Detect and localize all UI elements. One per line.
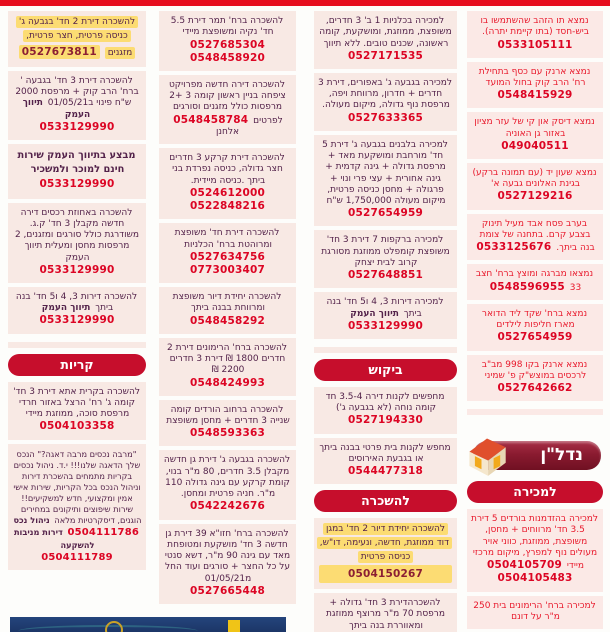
ad-text: תיווך העמק xyxy=(41,303,91,314)
classified-ad[interactable] xyxy=(8,144,146,199)
classified-ad[interactable] xyxy=(8,382,146,440)
phone-number: 0527665448 xyxy=(189,584,266,597)
phone-number: 0504103358 xyxy=(39,420,115,433)
classified-ad[interactable] xyxy=(314,518,457,589)
column-rent-middle xyxy=(159,11,296,604)
ad-text: להשכרה ברחוב הורדים קומה שנייה 3 חדרים + מחסן משופצת xyxy=(166,404,290,426)
phone-number: 0527129216 xyxy=(497,190,573,203)
phone-number: 0533105111 xyxy=(497,38,573,51)
phone-number: 0533129990 xyxy=(39,314,115,327)
ad-text: נמצאו מברגה ומוצץ ברח' חצב 33 xyxy=(475,269,594,293)
classified-ad[interactable] xyxy=(467,62,603,109)
ad-text: להשכרה יחידת דיור משופצת ומרווחת בבנה ביתך xyxy=(172,292,282,314)
ad-text: להשכרה דירות 3, 4 ו5 חד' בנה ביתך xyxy=(15,291,138,314)
ad-text: למכירה ברח' הרימונים בית 250 מ"ר על דונם xyxy=(473,600,596,622)
column-sale-demand xyxy=(314,11,457,632)
ad-text: למכירה בגבעה ג' באפורים, דירת 3 חדרים + חדרון, מרווחת ויפה, מרפסת נוף גדולה, מיקום מעולה. xyxy=(318,77,452,111)
phone-number: 0527654959 xyxy=(497,331,573,344)
ad-text: להשכרה דירת קרקע 3 חדרים חצר גדולה, כניסה נפרדת בני ביתך .כניסה מיידית. xyxy=(169,153,285,186)
ad-box-edge xyxy=(8,342,146,348)
section-header-kiryot: קריות xyxy=(8,354,146,376)
classified-ad[interactable] xyxy=(159,223,296,283)
phone-number: 0504105709 xyxy=(486,559,563,572)
ad-text: נמצא דיסק און קי של עזר מציון באזור גן האוניה xyxy=(474,117,595,139)
phone-number: 0548593363 xyxy=(189,427,266,440)
phone-number: 0527648851 xyxy=(347,269,424,282)
classified-ad[interactable] xyxy=(467,163,603,210)
classified-ad[interactable] xyxy=(314,593,457,632)
classified-ad[interactable] xyxy=(159,148,296,219)
phone-number: 0548458920 xyxy=(189,51,266,64)
phone-number: 0533129990 xyxy=(347,319,424,332)
phone-number: 0527642662 xyxy=(497,382,573,394)
classified-ad[interactable] xyxy=(8,287,146,334)
ad-text: להשכרה דירה חדשה מפרויקט ציפחה בניין ראשון קומה 3 +2 מרפסות כולל מזגנים וסורגים לפרטים xyxy=(168,79,286,126)
ad-text: להשכרה דירת 3 חד' בגבעה ' ברח' הרב קוק + מרפסת 2000 ש"ח פינוי ב01/05/21 xyxy=(15,75,139,109)
nadlan-section-banner xyxy=(467,435,603,475)
ad-box-edge xyxy=(314,347,457,353)
classified-ad[interactable] xyxy=(159,400,296,447)
classified-ad[interactable] xyxy=(8,71,146,140)
phone-number: 0533129990 xyxy=(39,178,115,191)
ad-text: למכירה בכלניות 1 ב' 3 חדרים, משופצת, ממוזגת, ומושקעת, קומה ראשונה, שכנים טובים. ללא תיווך xyxy=(319,16,452,49)
classified-ad[interactable] xyxy=(159,11,296,71)
classified-ad[interactable] xyxy=(159,75,296,144)
phone-number: 0533125676 xyxy=(476,241,552,254)
ad-text: נמצא תו הזהב שהשתמשו בו ביש-חסד (בתו קיימת יתרה). xyxy=(480,16,589,38)
ad-text: למכירה בהזדמנות בורדים 5 דירת 3.5 חד' מרווחים + מחסן, משופצת, ממוזגת, כווני אויר מעולים נוף למפרץ, מיקום מרכזי מיידי xyxy=(471,514,598,572)
spacer xyxy=(467,419,603,431)
ad-text: תיווך העמק xyxy=(22,98,91,120)
ad-text: מחפשים לקנות דירה 3.5-4 חד קומה נוחה (לא בגבעה ג') xyxy=(325,391,445,414)
ad-text: למכירה בלבנים בגבעה ג' דירת 5 חד' מורחבת ומושקעת מאד + מרפסת גדולה + גינה קדמית + גינה אחורית + עצי פרי ונוי + פרגולה + מחסן כניסה פרטית, מיקום מעולה 1,750,000 ש"ח xyxy=(322,139,448,206)
ad-text: להשכרה דירת חד' משופצת ומרוהטת ברח' הכלניות xyxy=(174,228,280,250)
phone-number: 0548424993 xyxy=(189,376,266,389)
banner-title: נדל"ן xyxy=(540,445,583,466)
ad-box-edge xyxy=(467,409,603,415)
ad-text: "מרבה נכסים מרבה דאגה?" הנכס שלך הדאגה שלנו!!! י.ד. ניהול נכסים בקריות מתמחים בהשכרת דירות וניהול הנכס בכל הקריות, שירות אישי אמין ומקצועי, חדש למשקיעים!! שירות שיפוצים ותיקונים במחירים הוגנים, דיסקרטיות מלאה xyxy=(13,448,142,525)
column-rent-left xyxy=(8,11,146,570)
classified-ad[interactable] xyxy=(159,450,296,519)
phone-number: 0548415929 xyxy=(497,89,573,102)
classified-ad[interactable] xyxy=(467,112,603,159)
ad-text: תיווך העמק xyxy=(350,308,399,319)
classified-ad[interactable] xyxy=(159,524,296,604)
ad-text: להשכרה דירת 2 חד' בגבעה ג' כניסה פרטית, חצר פרטית, מזגנים xyxy=(16,16,138,59)
ad-text: דירות מניבות להשקעה xyxy=(13,527,95,550)
phone-number: 0527634756 xyxy=(189,250,266,263)
phone-number: 0548458292 xyxy=(189,314,266,327)
classified-ad[interactable] xyxy=(8,11,146,67)
ad-text: ניהול נכס xyxy=(13,514,50,525)
section-header-lemechira: למכירה xyxy=(467,481,603,503)
ad-text: להשכרה בקרית אתא דירת 3 חד' קומה ג' רח' הרצל באזור חרדי מרפסת סוכה, ממוזגת מיידי xyxy=(13,386,140,420)
phone-number: 0773003407 xyxy=(189,264,266,276)
phone-number: 0533129990 xyxy=(39,120,115,133)
phone-number: 0527194330 xyxy=(347,414,424,427)
ad-text: בערב פסח אבד מעיל תינוק בצבע קרם. בתחנה של צומת בנה ביתך. xyxy=(479,218,595,254)
classified-ad[interactable] xyxy=(8,444,146,571)
ad-text: להשכרהדירת 3 חד' גדולה + מרפסת 70 מ"ר מרוצף ממוזגת ומאווררת בנה ביתך xyxy=(326,598,445,631)
classified-ad[interactable] xyxy=(314,73,457,131)
classified-ad[interactable] xyxy=(467,355,603,402)
phone-number: 0524612000 xyxy=(189,186,266,199)
ad-text: להשכרה ברח' הרימונים דירת 2 חדרים 1800 ₪ דירת 3 חדרים 2200 ₪ xyxy=(167,342,287,376)
classified-ad[interactable] xyxy=(314,135,457,227)
ad-text: להשכרה ברח' תמר דירת 5.5 חד' נקיה ומשופצת מיידי xyxy=(170,16,284,38)
ad-text: נמצא ארנק עם כסף בתחילת רח' הרב קוק בחול המועד xyxy=(478,66,591,88)
ad-text: מחפש לקנות בית פרטי בבנה ביתך או בגבעת האירוסים xyxy=(319,442,451,464)
phone-number: 0527171535 xyxy=(347,49,424,62)
ad-text: למכירה ברקפות 7 דירת 3 חד' משופצת קומפלט ממוזגת מסורגת קרוב לבית יצחק xyxy=(321,235,450,268)
phone-number: 0504111789 xyxy=(41,551,113,563)
classified-ad[interactable] xyxy=(467,304,603,351)
banner-decoration-square xyxy=(228,620,240,632)
phone-number: 0504111786 xyxy=(67,527,140,538)
phone-number: 0504150267 xyxy=(319,565,452,583)
classified-ad[interactable] xyxy=(159,338,296,396)
ad-text: מבצע בתיווך העמק שירות חינם למוכר ולמשכיר xyxy=(17,149,136,176)
phone-number: 0504105483 xyxy=(497,572,573,585)
classified-ad[interactable] xyxy=(8,203,146,283)
ad-text: נמצא שעון יד (עם תמונה ברקע) בגינת האלונים גבעה א' xyxy=(472,167,597,190)
ad-text: נמצא ברח' שקד ליד הדואר מארז חליפות לילדים xyxy=(481,308,588,331)
ad-text: להשכרה באחוזת רכסים דירה חדשה מקבלן 3 חד' ק.ג. משודרגת כולל סורגים ומזגנים, 2 מרפסות מחסן ומעלית תיווך העמק xyxy=(14,207,140,263)
ad-text: נמצא ארנק בקו 998 מב"ב לרכסים במוצש"ק פ' שמיני xyxy=(481,359,588,381)
bottom-ad-banner[interactable] xyxy=(10,617,286,632)
ad-text: להשכרה בגבעה ג' דירת גן חדשה מקבלן 3.5 חדרים, 80 מ"ר בנוי, קומת קרקע עם גינה גדולה 110 מ"ר. חניה פרטית ומחסן. xyxy=(163,455,291,500)
classified-ad[interactable] xyxy=(467,509,603,591)
ad-text: אלחנן xyxy=(215,126,240,137)
section-header-bikush: ביקוש xyxy=(314,359,457,381)
classified-ad[interactable] xyxy=(314,387,457,434)
phone-number: 0533129990 xyxy=(39,263,115,276)
classified-ad[interactable] xyxy=(467,264,603,300)
phone-number: 0527673811 xyxy=(19,45,100,59)
phone-number: 0527685304 xyxy=(189,38,266,51)
phone-number: 0548596955 xyxy=(489,280,565,293)
classified-ad[interactable] xyxy=(467,596,603,630)
phone-number: 0527654959 xyxy=(347,207,424,220)
classified-ad[interactable] xyxy=(467,214,603,261)
house-icon xyxy=(465,433,509,477)
classified-ad[interactable] xyxy=(467,11,603,58)
classified-ad[interactable] xyxy=(159,287,296,334)
top-divider-bar xyxy=(0,0,610,6)
column-lost-found-nadlan xyxy=(467,11,603,629)
classified-ad[interactable] xyxy=(314,292,457,339)
banner-decoration-circle xyxy=(105,621,123,632)
ad-text: להשכרה יחידת דיור 2 חד' במגן דוד ממוזגת, חדשה, ונעימה, דו"ש, כניסה פרטית xyxy=(317,523,452,563)
classified-ad[interactable] xyxy=(314,438,457,485)
phone-number: 0542242676 xyxy=(189,500,266,513)
classified-ad[interactable] xyxy=(314,11,457,69)
phone-number: 0522848216 xyxy=(189,200,266,213)
section-header-lehaskara: להשכרה xyxy=(314,490,457,512)
ad-text: למכירה דירות 3, 4 ו5 חד' בנה ביתך xyxy=(326,297,444,319)
classified-ad[interactable] xyxy=(314,230,457,288)
phone-number: 049040511 xyxy=(501,139,569,152)
ad-text: להשכרה ברח' חזו"א 39 דירת גן חדשה 3 חד' מושקעת ומטופחת מאד עם גינה 90 מ"ר, דשא סנטי על כל החצר + סורגים ועוד החל מ01/05/21 xyxy=(164,528,291,584)
phone-number: 0548458784 xyxy=(173,113,249,126)
phone-number: 0544477318 xyxy=(347,465,424,477)
phone-number: 0527633365 xyxy=(347,111,424,124)
